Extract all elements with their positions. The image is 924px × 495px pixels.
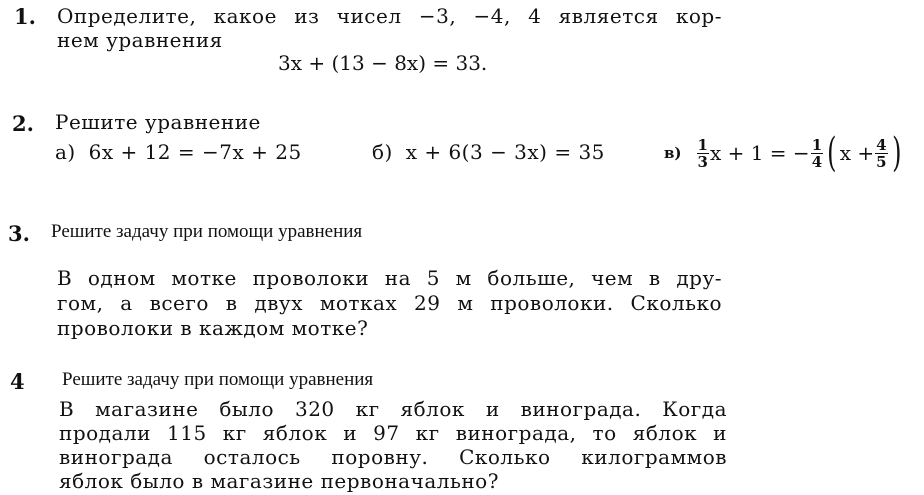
task3-line1: В одном мотке проволоки на 5 м больше, чем в дру- <box>57 266 722 290</box>
task4-number: 4 <box>10 369 25 394</box>
task2-title: Решите уравнение <box>55 110 261 134</box>
task2-c-frac3-denominator: 5 <box>876 152 887 171</box>
task2-c-frac2-numerator: 1 <box>811 135 823 154</box>
task3-body-line2 <box>57 291 722 315</box>
task2-c-fraction3 <box>875 137 887 170</box>
task3-line2: гом, а всего в двух мотках 29 м проволоки. Сколько <box>57 291 722 315</box>
task3-line3: проволоки в каждом мотке? <box>57 316 369 340</box>
task3-body-line1 <box>57 266 722 290</box>
task2-c-frac1-denominator: 3 <box>697 152 708 171</box>
task4-line2: продали 115 кг яблок и 97 кг винограда, то яблок и <box>59 421 727 445</box>
task1-number: 1. <box>14 4 36 29</box>
task2-c-frac2-denominator: 4 <box>811 152 823 171</box>
task2-c-right-paren: ) <box>891 130 902 176</box>
task2-item-c <box>664 128 904 178</box>
task2-item-b <box>372 140 605 164</box>
task2-c-inner: x + <box>839 141 875 165</box>
task1-text-line1 <box>57 4 722 28</box>
task4-line3: винограда осталось поровну. Сколько килограммов <box>59 445 727 469</box>
task2-a-equation: 6x + 12 = −7x + 25 <box>88 140 302 164</box>
task2-item-a <box>55 140 302 164</box>
task4-body-line1 <box>59 397 727 421</box>
task4-line1: В магазине было 320 кг яблок и винограда. Когда <box>59 397 727 421</box>
task2-c-frac3-numerator: 4 <box>876 135 887 154</box>
task2-c-fraction2 <box>811 137 823 170</box>
task2-c-part1: x + 1 = − <box>709 141 810 165</box>
task2-c-left-paren: ( <box>827 130 837 176</box>
task2-c-frac1-numerator: 1 <box>697 135 708 154</box>
task1-equation: 3x + (13 − 8x) = 33. <box>278 51 488 75</box>
task4-line4: яблок было в магазине первоначально? <box>59 469 499 493</box>
task3-title: Решите задачу при помощи уравнения <box>51 221 363 242</box>
task2-number: 2. <box>12 111 34 136</box>
task2-b-equation: x + 6(3 − 3x) = 35 <box>405 140 605 164</box>
task2-c-fraction1 <box>697 137 709 170</box>
task1-line1: Определите, какое из чисел −3, −4, 4 является кор- <box>57 4 722 28</box>
task3-number: 3. <box>8 221 30 246</box>
task2-b-label: б) <box>372 140 393 164</box>
task2-a-label: а) <box>55 140 76 164</box>
task4-body-line2 <box>59 421 727 445</box>
task1-line2: нем уравнения <box>57 28 223 52</box>
task4-title: Решите задачу при помощи уравнения <box>62 369 374 390</box>
task2-c-label: в) <box>664 144 682 162</box>
task4-body-line3 <box>59 445 727 469</box>
